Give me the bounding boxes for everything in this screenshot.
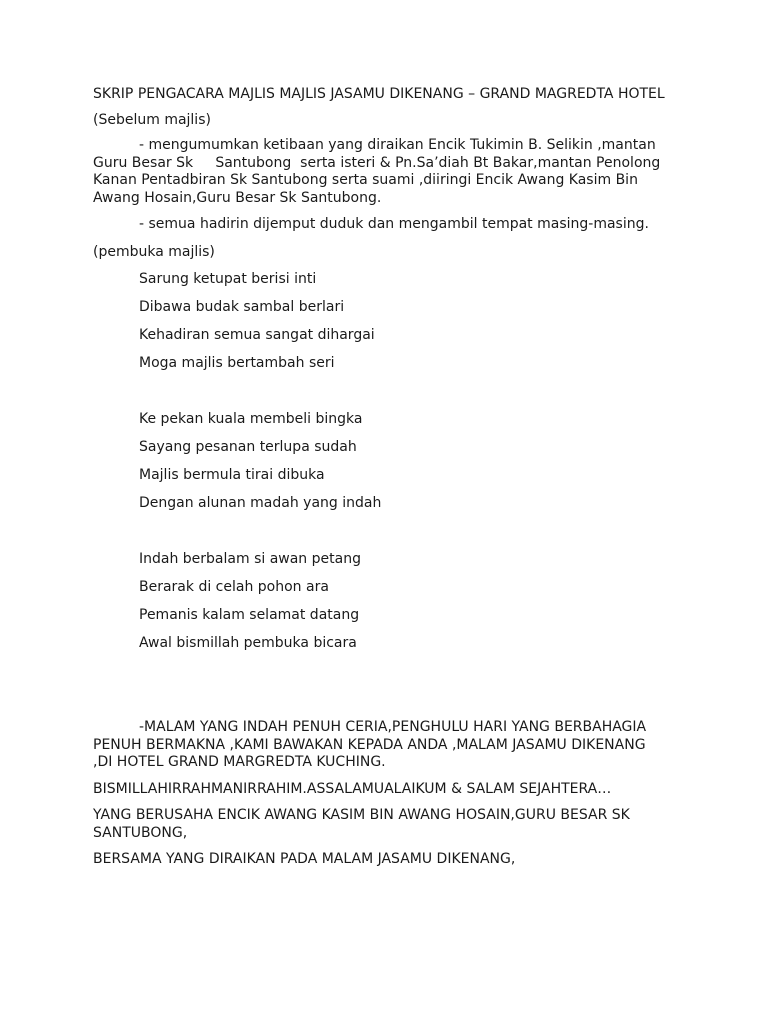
announcement-paragraph: - mengumumkan ketibaan yang diraikan Encik Tukimin B. Selikin ,mantan Guru Besar Sk Santubong serta isteri & Pn.Sa’diah Bt Bakar,mantan Penolong Kanan Pentadbiran Sk Santubong serta suami ,diiringi Encik Awang Kasim Bin Awang Hosain,Guru Besar Sk Santubong.	[93, 137, 665, 206]
host-paragraph: YANG BERUSAHA ENCIK AWANG KASIM BIN AWANG HOSAIN,GURU BESAR SK SANTUBONG,	[93, 807, 635, 841]
pantun-line: Majlis bermula tirai dibuka	[139, 467, 325, 483]
section-label-opening: (pembuka majlis)	[93, 243, 215, 260]
pantun-stanza-3	[93, 551, 683, 652]
pantun-line: Moga majlis bertambah seri	[139, 355, 335, 371]
pantun-line: Berarak di celah pohon ara	[139, 579, 329, 595]
pantun-line: Awal bismillah pembuka bicara	[139, 635, 357, 651]
pantun-line: Sayang pesanan terlupa sudah	[139, 439, 357, 455]
pantun-line: Indah berbalam si awan petang	[139, 551, 361, 567]
document-page	[93, 86, 683, 869]
greeting-paragraph: -MALAM YANG INDAH PENUH CERIA,PENGHULU HARI YANG BERBAHAGIA PENUH BERMAKNA ,KAMI BAWAKAN KEPADA ANDA ,MALAM JASAMU DIKENANG ,DI HOTEL GRAND MARGREDTA KUCHING.	[93, 719, 651, 770]
pantun-line: Sarung ketupat berisi inti	[139, 271, 317, 287]
pantun-stanza-2	[93, 411, 683, 512]
pantun-line: Pemanis kalam selamat datang	[139, 607, 360, 623]
pantun-line: Kehadiran semua sangat dihargai	[139, 327, 375, 343]
pantun-line: Ke pekan kuala membeli bingka	[139, 411, 363, 427]
pantun-line: Dengan alunan madah yang indah	[139, 495, 382, 511]
pantun-line: Dibawa budak sambal berlari	[139, 299, 345, 315]
section-label-before: (Sebelum majlis)	[93, 111, 211, 128]
seating-paragraph: - semua hadirin dijemput duduk dan mengambil tempat masing-masing.	[139, 216, 649, 232]
document-title: SKRIP PENGACARA MAJLIS MAJLIS JASAMU DIKENANG – GRAND MAGREDTA HOTEL	[93, 86, 665, 102]
pantun-stanza-1	[93, 271, 683, 372]
salutation-paragraph: BISMILLAHIRRAHMANIRRAHIM.ASSALAMUALAIKUM & SALAM SEJAHTERA…	[93, 780, 612, 797]
honoree-paragraph: BERSAMA YANG DIRAIKAN PADA MALAM JASAMU DIKENANG,	[93, 851, 516, 867]
